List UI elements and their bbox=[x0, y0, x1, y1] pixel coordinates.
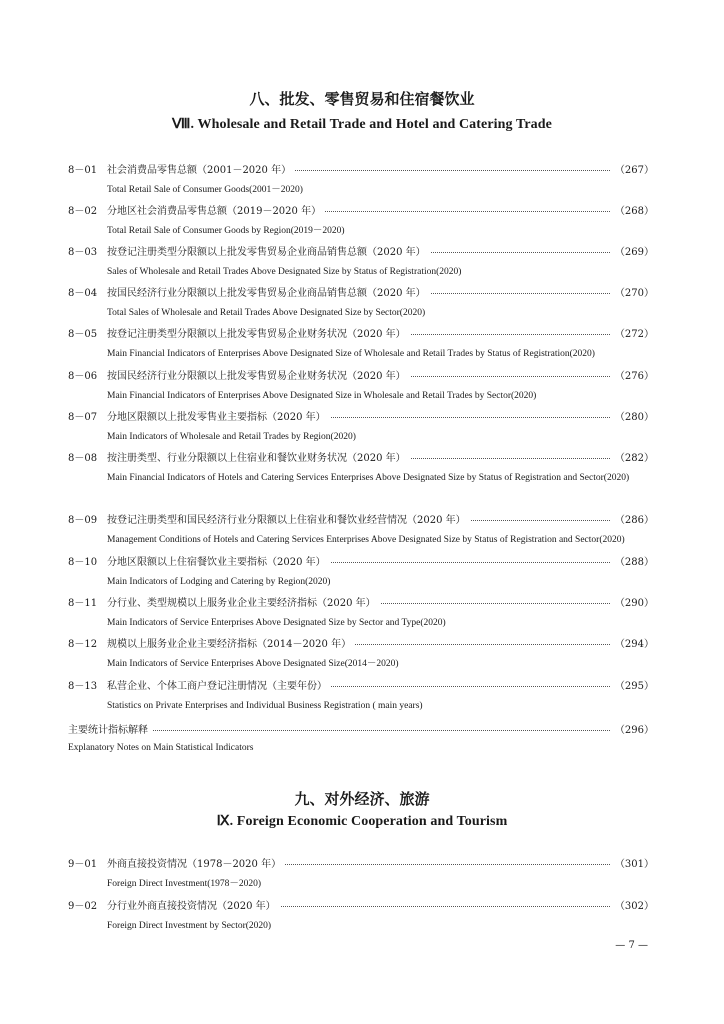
page-number: — 7 — bbox=[615, 940, 648, 951]
section-9-title-zh: 九、对外经济、旅游 bbox=[294, 790, 430, 808]
entry-title-zh: 按注册类型、行业分限额以上住宿业和餐饮业财务状况（2020 年） bbox=[107, 451, 410, 467]
entry-title-en: Total Sales of Wholesale and Retail Trades Above Designated Size by Sector(2020) bbox=[107, 308, 426, 318]
entry-page: （269） bbox=[611, 245, 654, 261]
entry-title-en: Management Conditions of Hotels and Catering Services Enterprises Above Designated Size by Status of Registration and Sector(2020) bbox=[107, 535, 625, 545]
entry-number: 8－10 bbox=[68, 557, 98, 568]
entry-number: 8－05 bbox=[68, 329, 98, 340]
entry-number: 9－02 bbox=[68, 901, 98, 912]
entry-page: （276） bbox=[611, 369, 654, 385]
entry-number: 8－07 bbox=[68, 412, 98, 423]
entry-number: 9－01 bbox=[68, 859, 98, 870]
entry-number: 8－04 bbox=[68, 288, 98, 299]
entry-title-en: Total Retail Sale of Consumer Goods by Region(2019－2020) bbox=[107, 226, 345, 236]
notes-page: （296） bbox=[611, 723, 654, 739]
section-8-title-zh: 八、批发、零售贸易和住宿餐饮业 bbox=[249, 90, 475, 108]
entry-number: 8－01 bbox=[68, 165, 98, 176]
entry-number: 8－11 bbox=[68, 598, 98, 609]
entry-title-en: Main Indicators of Lodging and Catering by Region(2020) bbox=[107, 577, 331, 587]
entry-title-zh: 按国民经济行业分限额以上批发零售贸易企业商品销售总额（2020 年） bbox=[107, 286, 430, 302]
entry-page: （272） bbox=[611, 327, 654, 343]
entry-title-en: Statistics on Private Enterprises and Individual Business Registration ( main years) bbox=[107, 701, 423, 711]
entry-page: （282） bbox=[611, 451, 654, 467]
entry-number: 8－02 bbox=[68, 206, 98, 217]
entry-page: （302） bbox=[611, 899, 654, 915]
entry-title-zh: 分地区限额以上批发零售业主要指标（2020 年） bbox=[107, 410, 330, 426]
entry-title-zh: 分行业外商直接投资情况（2020 年） bbox=[107, 899, 280, 915]
entry-title-en: Main Financial Indicators of Enterprises Above Designated Size of Wholesale and Retail Trades by Status of Registration(2020) bbox=[107, 349, 595, 359]
entry-title-zh: 规模以上服务业企业主要经济指标（2014－2020 年） bbox=[107, 637, 355, 653]
entry-number: 8－09 bbox=[68, 515, 98, 526]
entry-title-en: Main Financial Indicators of Hotels and Catering Services Enterprises Above Designated Size by Status of Registration and Sector(2020) bbox=[107, 473, 630, 483]
entry-title-en: Sales of Wholesale and Retail Trades Above Designated Size by Status of Registration(2020) bbox=[107, 267, 462, 277]
entry-page: （268） bbox=[611, 204, 654, 220]
entry-page: （267） bbox=[611, 163, 654, 179]
entry-title-zh: 分地区限额以上住宿餐饮业主要指标（2020 年） bbox=[107, 555, 330, 571]
entry-title-en: Main Indicators of Service Enterprises Above Designated Size(2014－2020) bbox=[107, 659, 399, 669]
entry-title-zh: 外商直接投资情况（1978－2020 年） bbox=[107, 857, 285, 873]
entry-number: 8－06 bbox=[68, 371, 98, 382]
entry-page: （270） bbox=[611, 286, 654, 302]
entry-title-zh: 分地区社会消费品零售总额（2019－2020 年） bbox=[107, 204, 325, 220]
leader-dots bbox=[68, 730, 648, 731]
notes-title-en: Explanatory Notes on Main Statistical Indicators bbox=[68, 743, 254, 753]
entry-title-en: Foreign Direct Investment by Sector(2020) bbox=[107, 921, 272, 931]
entry-number: 8－03 bbox=[68, 247, 98, 258]
entry-number: 8－13 bbox=[68, 681, 98, 692]
entry-page: （301） bbox=[611, 857, 654, 873]
entry-title-zh: 按登记注册类型和国民经济行业分限额以上住宿业和餐饮业经营情况（2020 年） bbox=[107, 513, 470, 529]
entry-title-en: Foreign Direct Investment(1978－2020) bbox=[107, 879, 262, 889]
section-8-title-en: Ⅷ. Wholesale and Retail Trade and Hotel and Catering Trade bbox=[172, 117, 552, 132]
entry-page: （280） bbox=[611, 410, 654, 426]
entry-title-en: Main Indicators of Service Enterprises Above Designated Size by Sector and Type(2020) bbox=[107, 618, 446, 628]
notes-title-zh: 主要统计指标解释 bbox=[68, 723, 152, 739]
entry-title-zh: 社会消费品零售总额（2001－2020 年） bbox=[107, 163, 295, 179]
entry-title-en: Total Retail Sale of Consumer Goods(2001－2020) bbox=[107, 185, 303, 195]
entry-title-zh: 按登记注册类型分限额以上批发零售贸易企业商品销售总额（2020 年） bbox=[107, 245, 430, 261]
entry-title-en: Main Financial Indicators of Enterprises Above Designated Size in Wholesale and Retail Trades by Sector(2020) bbox=[107, 391, 537, 401]
entry-number: 8－12 bbox=[68, 639, 98, 650]
entry-title-zh: 私营企业、个体工商户登记注册情况（主要年份） bbox=[107, 679, 331, 695]
entry-page: （290） bbox=[611, 596, 654, 612]
entry-title-en: Main Indicators of Wholesale and Retail Trades by Region(2020) bbox=[107, 432, 356, 442]
entry-page: （288） bbox=[611, 555, 654, 571]
section-9-title-en: Ⅸ. Foreign Economic Cooperation and Tourism bbox=[216, 814, 508, 829]
entry-title-zh: 按国民经济行业分限额以上批发零售贸易企业财务状况（2020 年） bbox=[107, 369, 410, 385]
entry-title-zh: 分行业、类型规模以上服务业企业主要经济指标（2020 年） bbox=[107, 596, 380, 612]
entry-page: （295） bbox=[611, 679, 654, 695]
entry-page: （294） bbox=[611, 637, 654, 653]
entry-title-zh: 按登记注册类型分限额以上批发零售贸易企业财务状况（2020 年） bbox=[107, 327, 410, 343]
entry-number: 8－08 bbox=[68, 453, 98, 464]
entry-page: （286） bbox=[611, 513, 654, 529]
